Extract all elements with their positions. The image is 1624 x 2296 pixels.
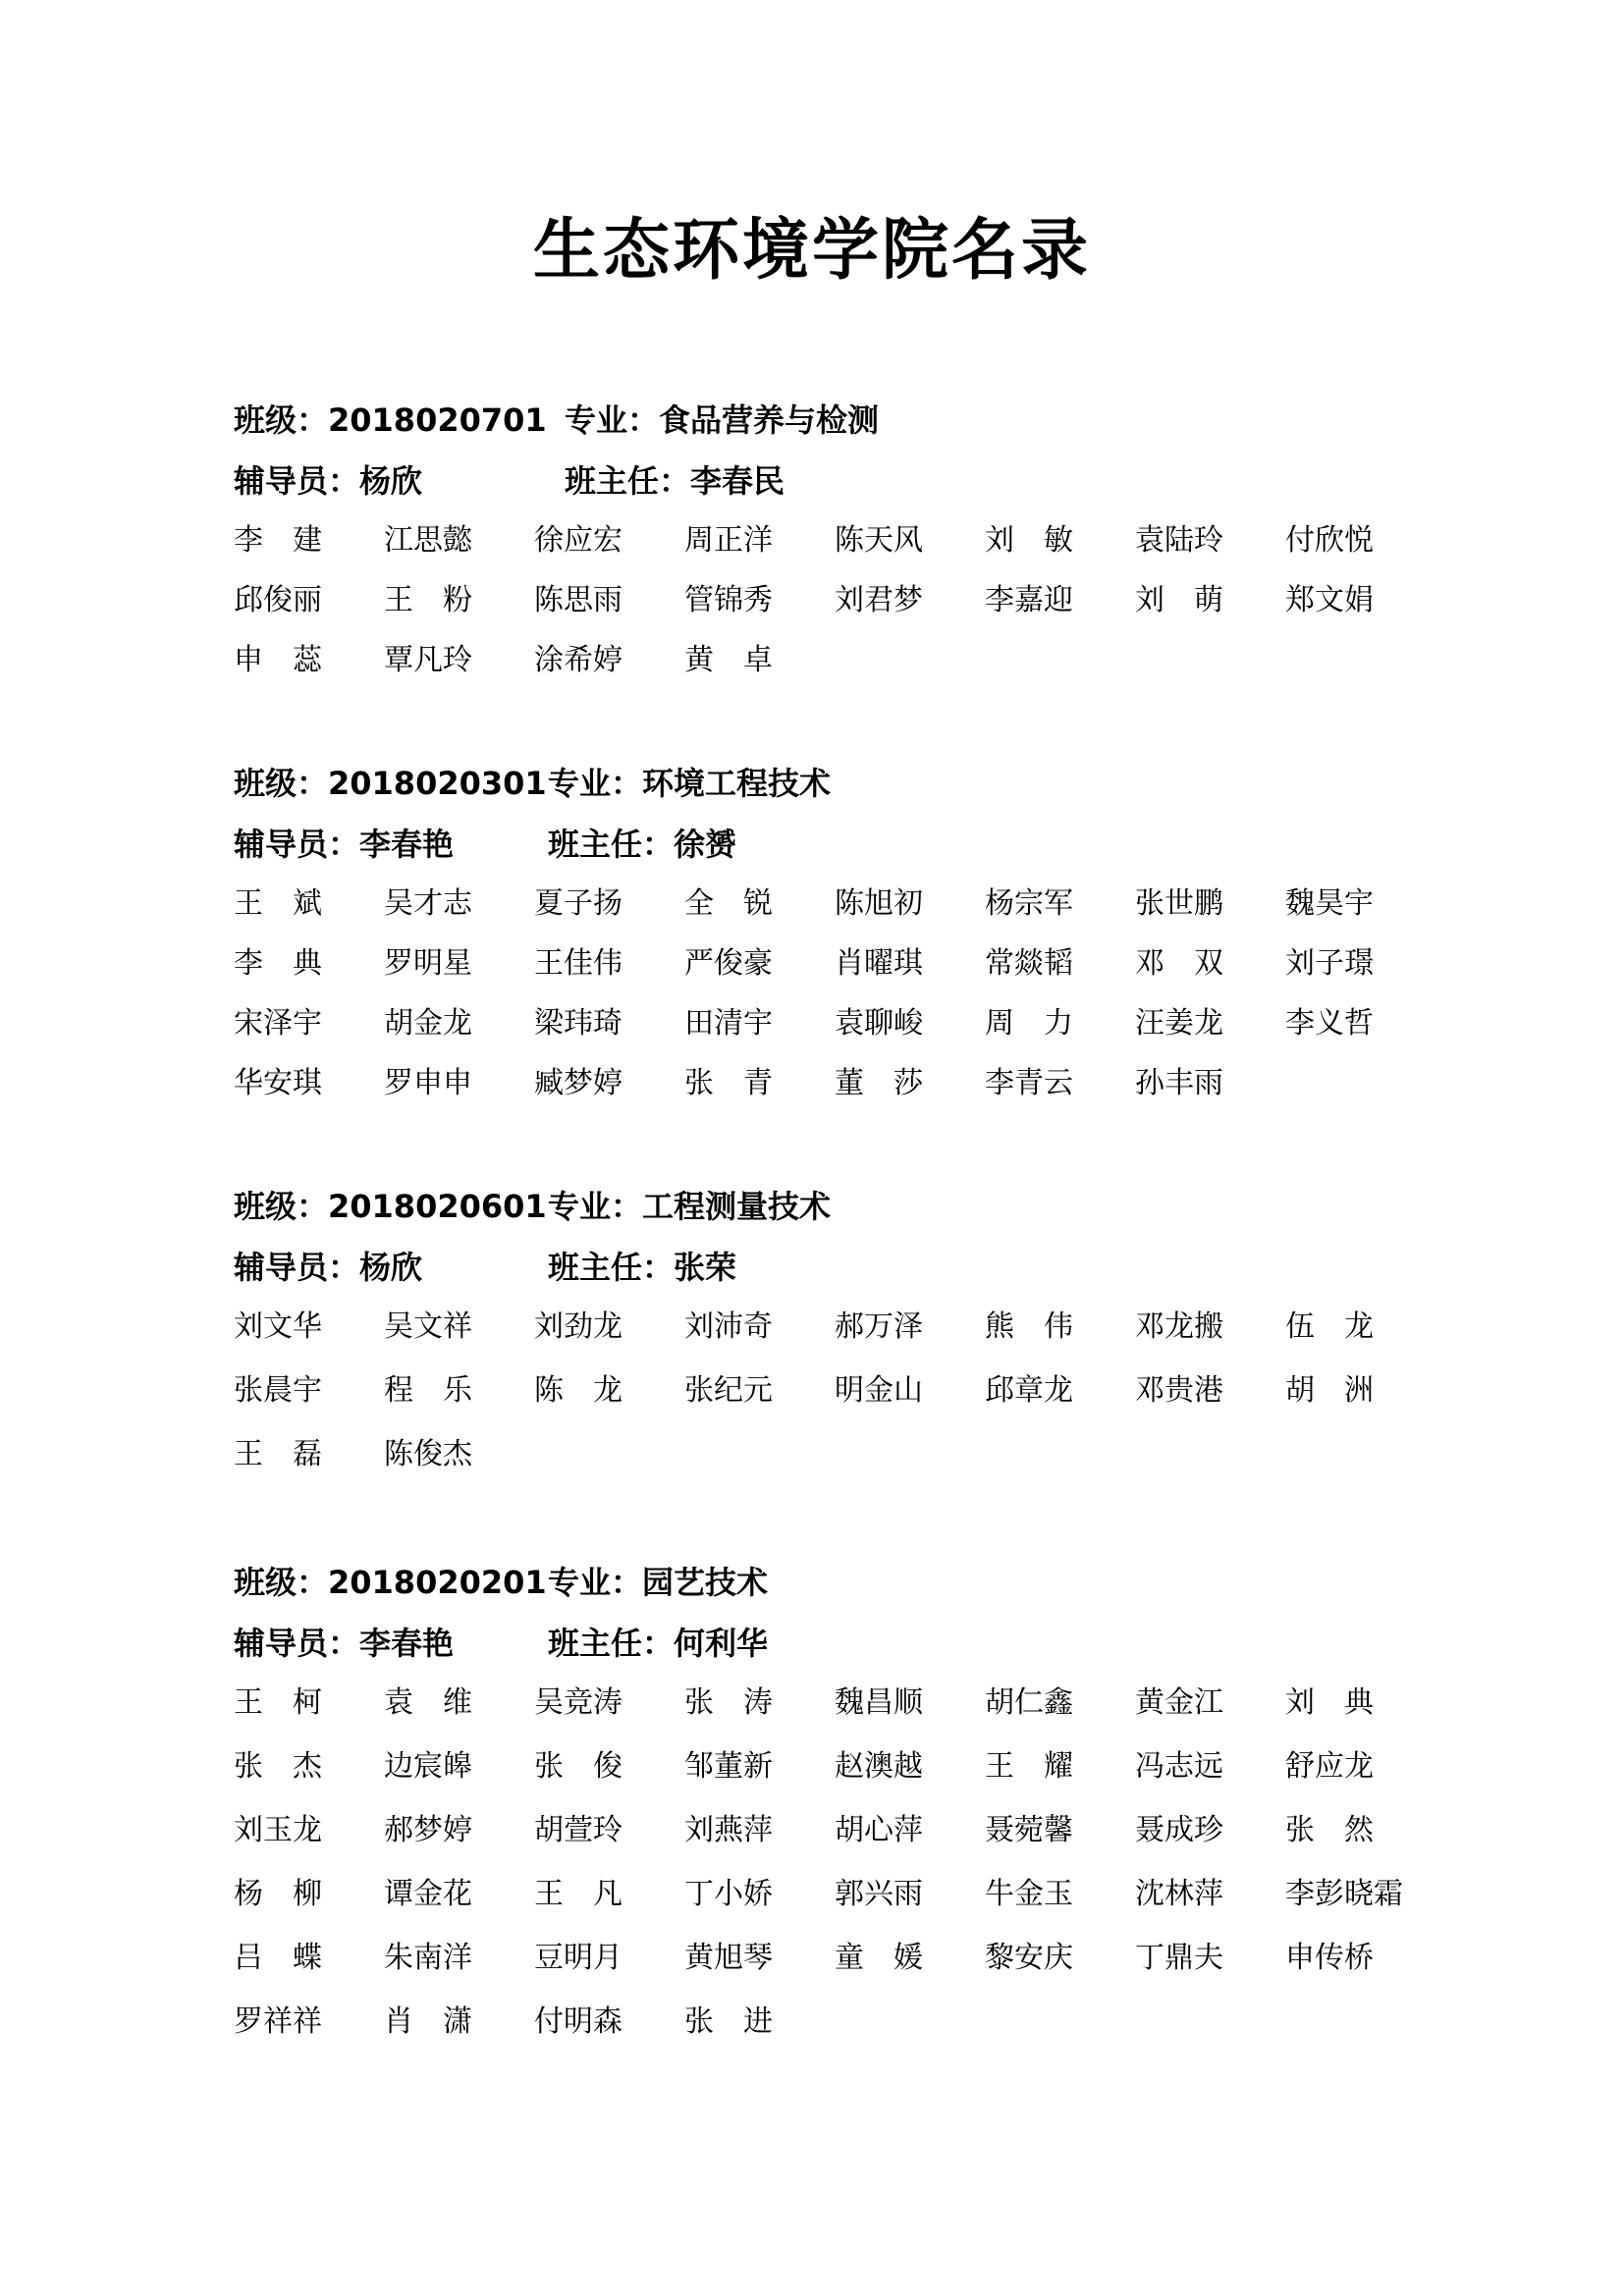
student-name: 罗祥祥 xyxy=(234,2004,322,2039)
student-name: 袁陆玲 xyxy=(1135,523,1223,558)
student-name: 聂成珍 xyxy=(1135,1813,1223,1847)
student-name: 肖曜琪 xyxy=(835,946,923,981)
student-name: 常燚韬 xyxy=(985,946,1073,981)
student-name: 熊 伟 xyxy=(985,1309,1073,1344)
student-name: 罗申申 xyxy=(384,1066,472,1100)
student-name: 程 乐 xyxy=(384,1373,472,1408)
student-name: 邱章龙 xyxy=(985,1373,1073,1408)
major-label: 专业：食品营养与检测 xyxy=(565,401,880,439)
student-name: 吴竞涛 xyxy=(534,1685,623,1720)
student-name: 申 蕊 xyxy=(234,643,322,677)
student-name: 黄旭琴 xyxy=(684,1941,773,1975)
student-name: 刘 萌 xyxy=(1135,583,1223,617)
student-name: 李义哲 xyxy=(1285,1006,1374,1041)
student-name: 汪姜龙 xyxy=(1135,1006,1223,1041)
student-name: 江思懿 xyxy=(384,523,472,558)
student-name: 杨宗军 xyxy=(985,886,1073,921)
student-name: 邱俊丽 xyxy=(234,583,322,617)
student-name: 刘燕萍 xyxy=(684,1813,773,1847)
student-name: 边宸皞 xyxy=(384,1749,472,1784)
student-name: 王 粉 xyxy=(384,583,472,617)
class-label: 班级：2018020601 xyxy=(234,1188,547,1225)
student-name: 黄金江 xyxy=(1135,1685,1223,1720)
student-name: 张世鹏 xyxy=(1135,886,1223,921)
counselor-label: 辅导员：李春艳 xyxy=(234,826,455,863)
student-name: 丁小娇 xyxy=(684,1877,773,1911)
major-label: 专业：园艺技术 xyxy=(548,1564,769,1601)
student-name: 童 媛 xyxy=(835,1941,923,1975)
student-name: 魏昌顺 xyxy=(835,1685,923,1720)
major-label: 专业：环境工程技术 xyxy=(548,765,832,802)
student-name: 张 进 xyxy=(684,2004,773,2039)
student-name: 周 力 xyxy=(985,1006,1073,1041)
student-name: 刘君梦 xyxy=(835,583,923,617)
student-name: 邓贵港 xyxy=(1135,1373,1223,1408)
student-name: 王 凡 xyxy=(534,1877,623,1911)
student-name: 王佳伟 xyxy=(534,946,623,981)
head-teacher-label: 班主任：张荣 xyxy=(548,1249,737,1286)
student-name: 王 柯 xyxy=(234,1685,322,1720)
student-name: 张 俊 xyxy=(534,1749,623,1784)
student-name: 董 莎 xyxy=(835,1066,923,1100)
student-name: 李 典 xyxy=(234,946,322,981)
student-name: 李 建 xyxy=(234,523,322,558)
page-title: 生态环境学院名录 xyxy=(532,212,1091,290)
student-name: 谭金花 xyxy=(384,1877,472,1911)
student-name: 李青云 xyxy=(985,1066,1073,1100)
student-name: 覃凡玲 xyxy=(384,643,472,677)
student-name: 邹董新 xyxy=(684,1749,773,1784)
student-name: 豆明月 xyxy=(534,1941,623,1975)
student-name: 李嘉迎 xyxy=(985,583,1073,617)
student-name: 田清宇 xyxy=(684,1006,773,1041)
student-name: 王 磊 xyxy=(234,1437,322,1471)
student-name: 张 青 xyxy=(684,1066,773,1100)
student-name: 刘沛奇 xyxy=(684,1309,773,1344)
student-name: 邓龙搬 xyxy=(1135,1309,1223,1344)
head-teacher-label: 班主任：徐赟 xyxy=(548,826,737,863)
student-name: 张 杰 xyxy=(234,1749,322,1784)
student-name: 吕 蝶 xyxy=(234,1941,322,1975)
student-name: 张纪元 xyxy=(684,1373,773,1408)
student-name: 徐应宏 xyxy=(534,523,623,558)
student-name: 冯志远 xyxy=(1135,1749,1223,1784)
student-name: 胡 洲 xyxy=(1285,1373,1374,1408)
student-name: 刘文华 xyxy=(234,1309,322,1344)
student-name: 胡仁鑫 xyxy=(985,1685,1073,1720)
head-teacher-label: 班主任：李春民 xyxy=(565,462,785,500)
student-name: 黄 卓 xyxy=(684,643,773,677)
student-name: 郑文娟 xyxy=(1285,583,1374,617)
student-name: 周正洋 xyxy=(684,523,773,558)
student-name: 罗明星 xyxy=(384,946,472,981)
student-name: 朱南洋 xyxy=(384,1941,472,1975)
student-name: 明金山 xyxy=(835,1373,923,1408)
student-name: 王 耀 xyxy=(985,1749,1073,1784)
student-name: 郝梦婷 xyxy=(384,1813,472,1847)
student-name: 刘 敏 xyxy=(985,523,1073,558)
student-name: 梁玮琦 xyxy=(534,1006,623,1041)
student-name: 张 涛 xyxy=(684,1685,773,1720)
student-name: 郭兴雨 xyxy=(835,1877,923,1911)
student-name: 黎安庆 xyxy=(985,1941,1073,1975)
student-name: 刘 典 xyxy=(1285,1685,1374,1720)
student-name: 申传桥 xyxy=(1285,1941,1374,1975)
student-name: 陈旭初 xyxy=(835,886,923,921)
counselor-label: 辅导员：杨欣 xyxy=(234,1249,423,1286)
student-name: 孙丰雨 xyxy=(1135,1066,1223,1100)
student-name: 李彭晓霜 xyxy=(1285,1877,1403,1911)
student-name: 陈 龙 xyxy=(534,1373,623,1408)
student-name: 陈思雨 xyxy=(534,583,623,617)
student-name: 吴才志 xyxy=(384,886,472,921)
student-name: 舒应龙 xyxy=(1285,1749,1374,1784)
student-name: 牛金玉 xyxy=(985,1877,1073,1911)
student-name: 聂菀馨 xyxy=(985,1813,1073,1847)
student-name: 刘玉龙 xyxy=(234,1813,322,1847)
student-name: 丁鼎夫 xyxy=(1135,1941,1223,1975)
class-label: 班级：2018020301 xyxy=(234,765,547,802)
student-name: 袁聊峻 xyxy=(835,1006,923,1041)
head-teacher-label: 班主任：何利华 xyxy=(548,1625,769,1662)
student-name: 伍 龙 xyxy=(1285,1309,1374,1344)
student-name: 王 斌 xyxy=(234,886,322,921)
student-name: 华安琪 xyxy=(234,1066,322,1100)
student-name: 刘子璟 xyxy=(1285,946,1374,981)
class-label: 班级：2018020201 xyxy=(234,1564,547,1601)
student-name: 胡萱玲 xyxy=(534,1813,623,1847)
student-name: 魏昊宇 xyxy=(1285,886,1374,921)
major-label: 专业：工程测量技术 xyxy=(548,1188,832,1225)
student-name: 胡金龙 xyxy=(384,1006,472,1041)
student-name: 宋泽宇 xyxy=(234,1006,322,1041)
student-name: 赵澳越 xyxy=(835,1749,923,1784)
student-name: 付欣悦 xyxy=(1285,523,1374,558)
counselor-label: 辅导员：杨欣 xyxy=(234,462,423,500)
student-name: 胡心萍 xyxy=(835,1813,923,1847)
class-label: 班级：2018020701 xyxy=(234,401,547,439)
student-name: 肖 潇 xyxy=(384,2004,472,2039)
student-name: 郝万泽 xyxy=(835,1309,923,1344)
student-name: 张晨宇 xyxy=(234,1373,322,1408)
student-name: 严俊豪 xyxy=(684,946,773,981)
student-name: 陈俊杰 xyxy=(384,1437,472,1471)
student-name: 吴文祥 xyxy=(384,1309,472,1344)
student-name: 张 然 xyxy=(1285,1813,1374,1847)
student-name: 邓 双 xyxy=(1135,946,1223,981)
student-name: 袁 维 xyxy=(384,1685,472,1720)
student-name: 夏子扬 xyxy=(534,886,623,921)
student-name: 臧梦婷 xyxy=(534,1066,623,1100)
student-name: 沈林萍 xyxy=(1135,1877,1223,1911)
student-name: 陈天风 xyxy=(835,523,923,558)
counselor-label: 辅导员：李春艳 xyxy=(234,1625,455,1662)
student-name: 管锦秀 xyxy=(684,583,773,617)
student-name: 付明森 xyxy=(534,2004,623,2039)
student-name: 刘劲龙 xyxy=(534,1309,623,1344)
student-name: 涂希婷 xyxy=(534,643,623,677)
student-name: 杨 柳 xyxy=(234,1877,322,1911)
student-name: 全 锐 xyxy=(684,886,773,921)
